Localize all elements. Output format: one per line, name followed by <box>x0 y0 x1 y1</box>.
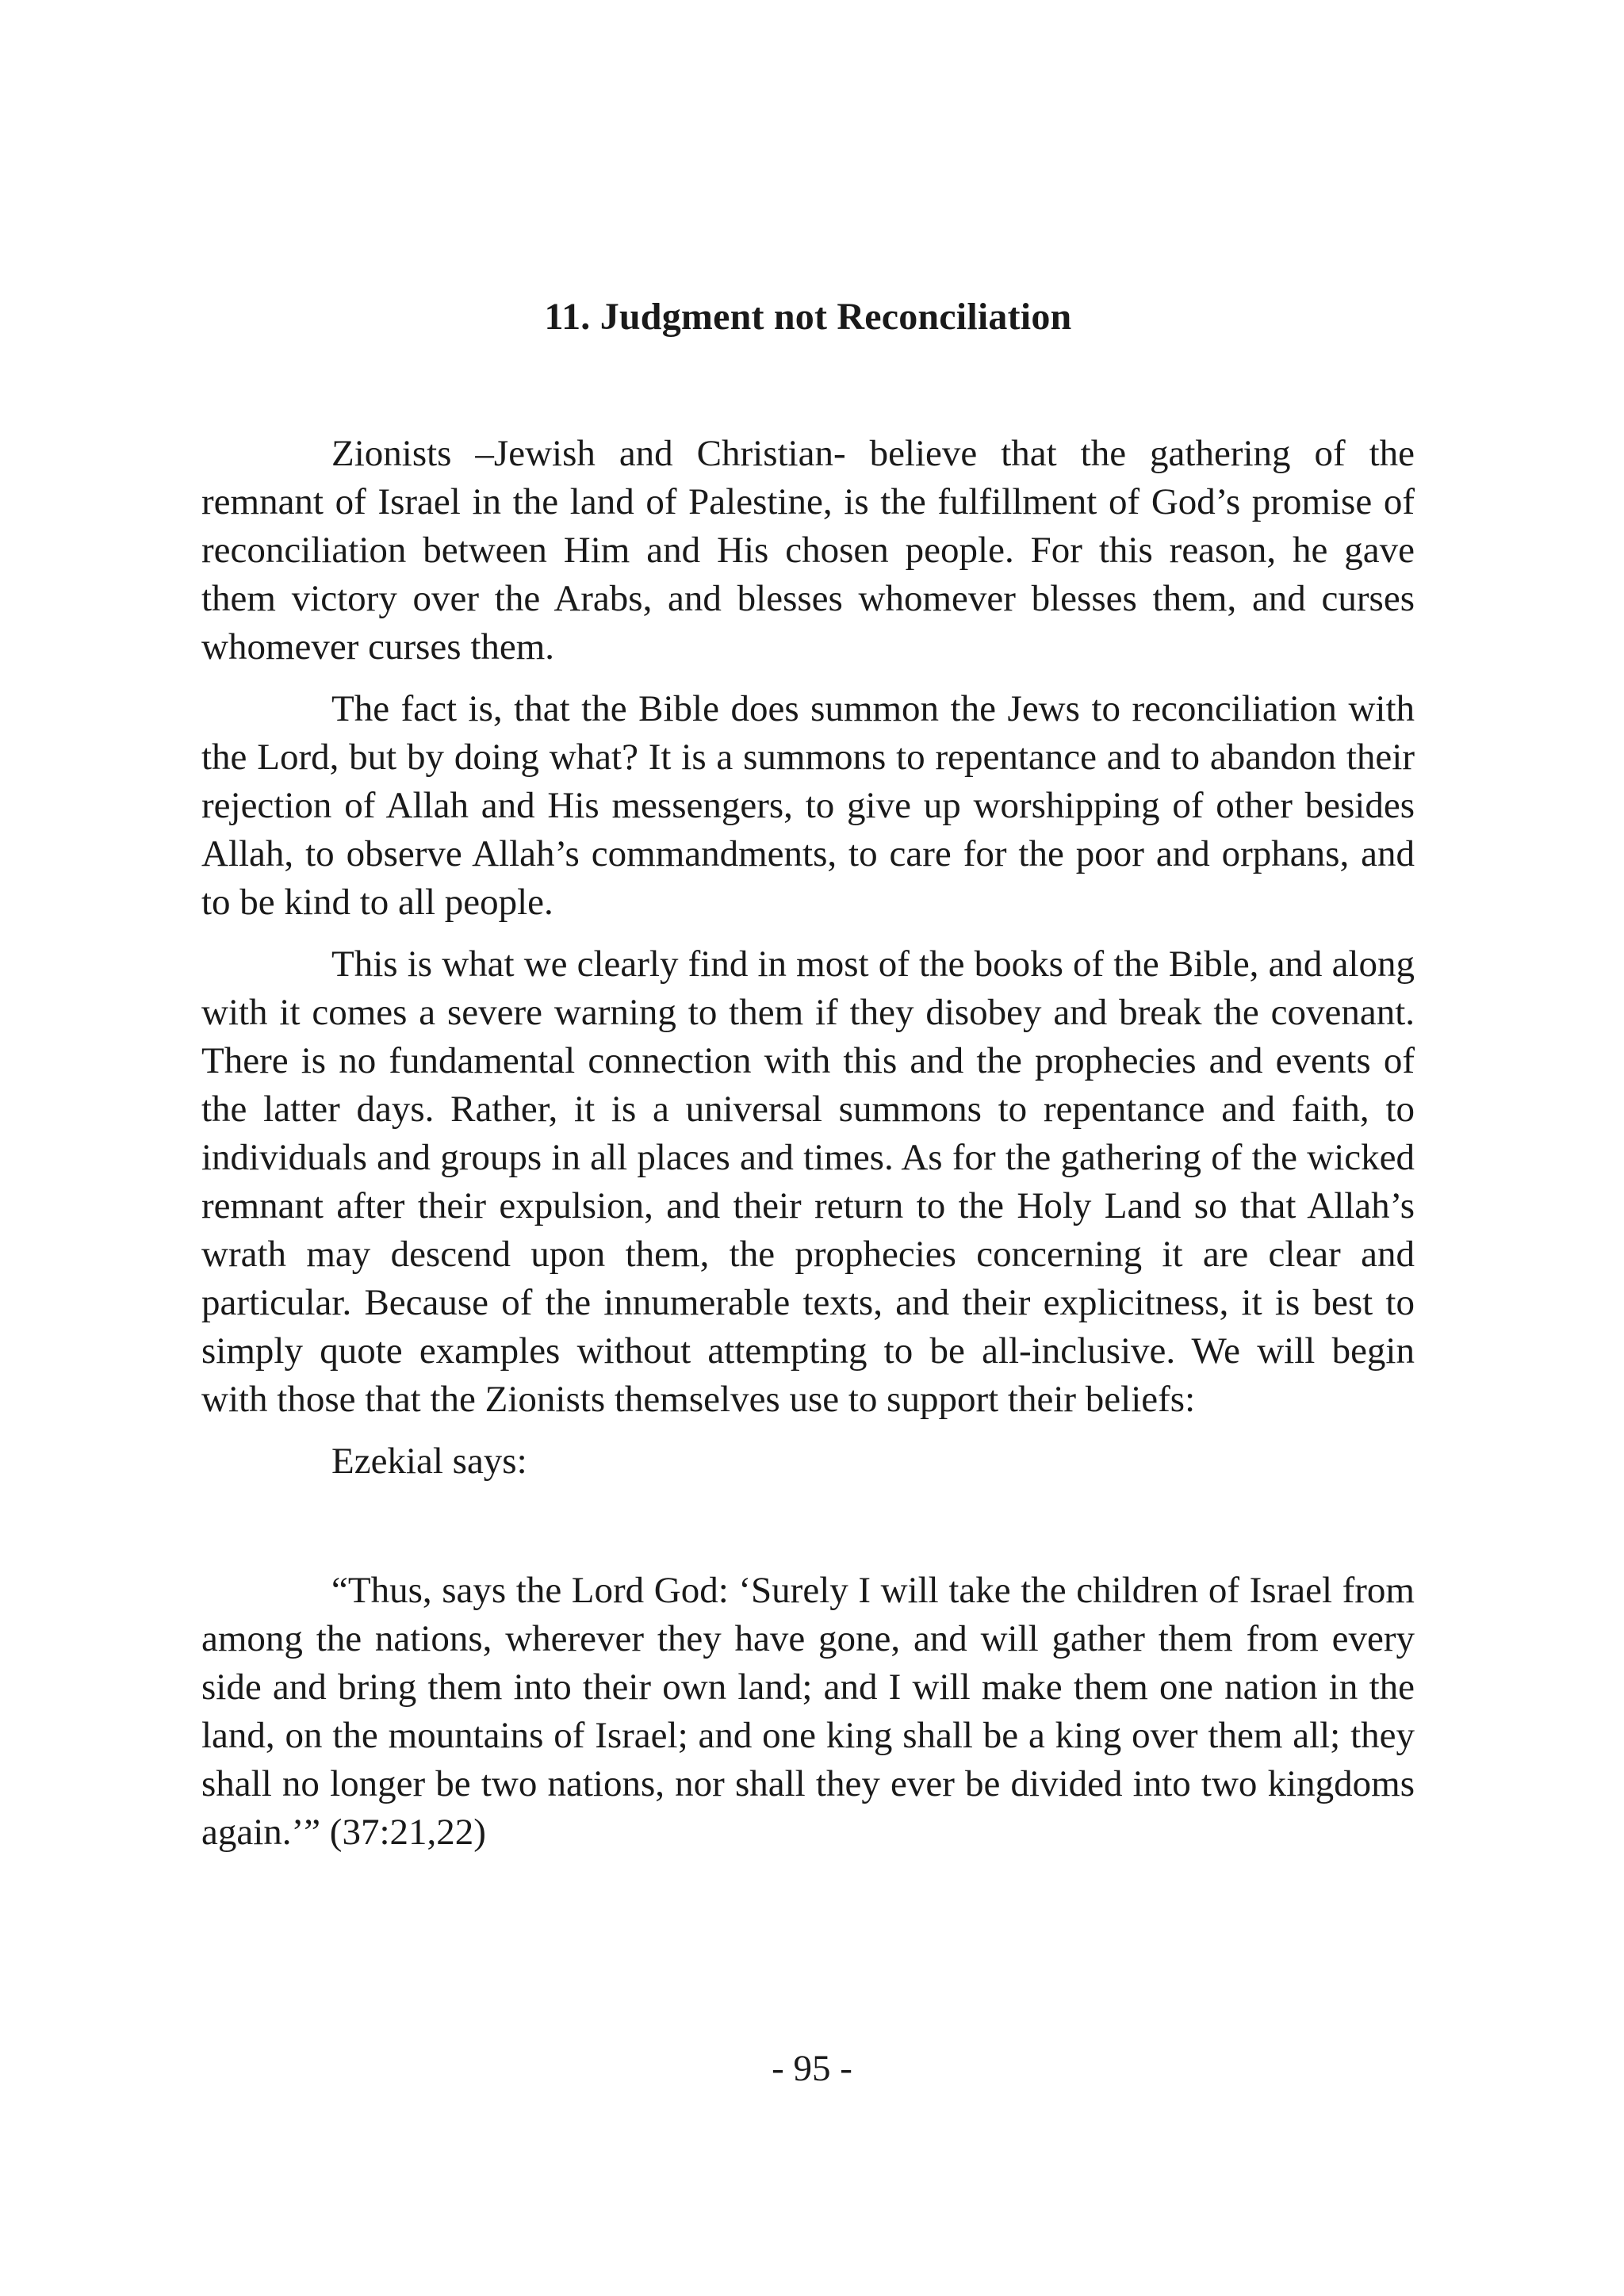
chapter-body <box>201 430 1415 1857</box>
book-page <box>201 293 1415 1870</box>
paragraph-bible-warning: This is what we clearly find in most of the books of the Bible, and along with it comes a severe warning to them if they disobey and break the covenant. There is no fundamental connection with this and the prophecies and events of the latter days. Rather, it is a universal summons to repentance and faith, to individuals and groups in all places and times. As for the gathering of the wicked remnant after their expulsion, and their return to the Holy Land so that Allah’s wrath may descend upon them, the prophecies concerning it are clear and particular. Because of the innumerable texts, and their explicitness, it is best to simply quote examples without attempting to be all-inclusive. We will begin with those that the Zionists themselves use to support their beliefs: <box>201 943 1415 1420</box>
page-number: - 95 - <box>772 2048 852 2089</box>
paragraph-summons-to-repentance: The fact is, that the Bible does summon the Jews to reconciliation with the Lord, but by doing what? It is a summons to repentance and to abandon their rejection of Allah and His messengers, to give up worshipping of other besides Allah, to observe Allah’s commandments, to care for the poor and orphans, and to be kind to all people. <box>201 688 1415 923</box>
chapter-title: 11. Judgment not Reconciliation <box>544 296 1072 338</box>
paragraph-zionist-belief: Zionists –Jewish and Christian- believe that the gathering of the remnant of Israel in the land of Palestine, is the fulfillment of God’s promise of reconciliation between Him and His chosen people. For this reason, he gave them victory over the Arabs, and blesses whomever blesses them, and curses whomever curses them. <box>201 433 1415 668</box>
quote-introduction: Ezekial says: <box>331 1441 527 1482</box>
ezekiel-quotation: “Thus, says the Lord God: ‘Surely I will take the children of Israel from among the nations, wherever they have gone, and will gather them from every side and bring them into their own land; and I will make them one nation in the land, on the mountains of Israel; and one king shall be a king over them all; they shall no longer be two nations, nor shall they ever be divided into two kingdoms again.’” (37:21,22) <box>201 1570 1415 1853</box>
